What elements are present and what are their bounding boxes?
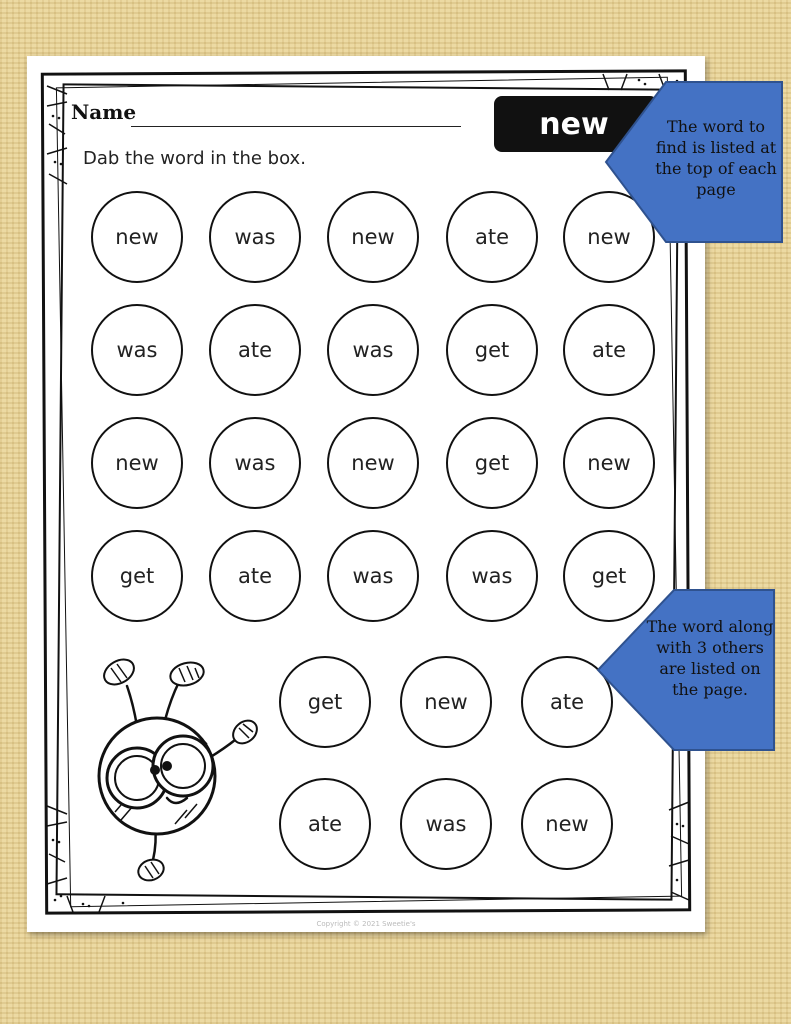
word-circle[interactable]: new	[327, 191, 419, 283]
word-circle[interactable]: ate	[209, 530, 301, 622]
name-line[interactable]	[131, 126, 461, 127]
word-circle[interactable]: get	[446, 417, 538, 509]
name-label: Name	[71, 100, 137, 124]
bug-mascot-icon	[75, 648, 265, 888]
word-circle[interactable]: was	[327, 530, 419, 622]
word-circle[interactable]: was	[327, 304, 419, 396]
word-circle[interactable]: ate	[563, 304, 655, 396]
word-circle[interactable]: was	[91, 304, 183, 396]
border-doodle-icon	[45, 76, 71, 196]
callout-bottom	[596, 588, 776, 752]
word-circle[interactable]: get	[563, 530, 655, 622]
word-circle[interactable]: new	[91, 191, 183, 283]
instructions-text: Dab the word in the box.	[83, 148, 306, 169]
word-circle[interactable]: new	[563, 417, 655, 509]
word-circle[interactable]: ate	[521, 656, 613, 748]
word-circle[interactable]: was	[209, 417, 301, 509]
word-circle[interactable]: new	[400, 656, 492, 748]
target-word-box: new	[494, 96, 658, 152]
word-circle[interactable]: new	[521, 778, 613, 870]
word-circle[interactable]: new	[563, 191, 655, 283]
callout-bottom-text: The word along with 3 others are listed on the page.	[646, 617, 774, 699]
word-circle[interactable]: was	[446, 530, 538, 622]
callout-top-text: The word to find is listed at the top of each page	[655, 117, 777, 199]
word-circle[interactable]: new	[91, 417, 183, 509]
word-circle[interactable]: was	[209, 191, 301, 283]
word-circle[interactable]: ate	[446, 191, 538, 283]
word-circle[interactable]: was	[400, 778, 492, 870]
word-circle[interactable]: ate	[209, 304, 301, 396]
border-doodle-icon	[667, 796, 693, 916]
callout-top	[604, 80, 784, 244]
copyright-text: Copyright © 2021 Sweetie's	[316, 920, 416, 928]
border-doodle-icon	[57, 894, 147, 914]
word-circle[interactable]: get	[446, 304, 538, 396]
word-circle[interactable]: get	[91, 530, 183, 622]
word-circle[interactable]: new	[327, 417, 419, 509]
word-circle[interactable]: ate	[279, 778, 371, 870]
word-circle[interactable]: get	[279, 656, 371, 748]
